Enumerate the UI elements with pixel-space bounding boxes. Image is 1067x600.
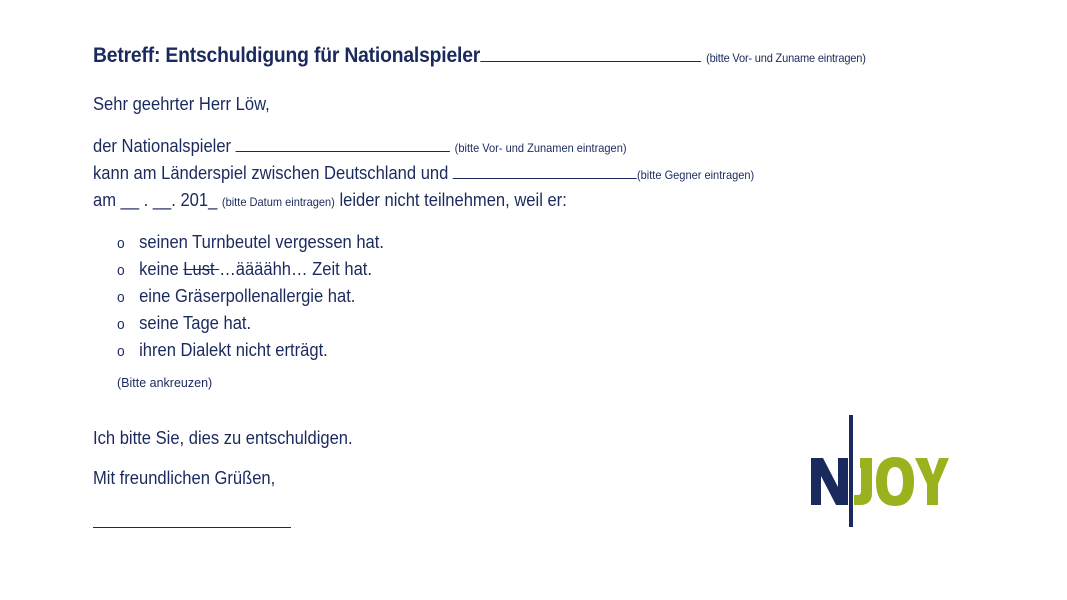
name-blank-subject[interactable] bbox=[480, 61, 701, 62]
option-4[interactable] bbox=[117, 311, 384, 338]
option-5[interactable] bbox=[117, 338, 384, 365]
checkbox-circle-icon[interactable]: o bbox=[117, 289, 125, 306]
closing-request: Ich bitte Sie, dies zu entschuldigen. bbox=[93, 428, 353, 448]
option-text: seine Tage hat. bbox=[139, 313, 252, 333]
njoy-logo-graphic bbox=[808, 413, 950, 530]
reason-options-list bbox=[117, 230, 407, 365]
player-hint: (bitte Vor- und Zunamen eintragen) bbox=[454, 141, 627, 155]
checkbox-circle-icon[interactable]: o bbox=[117, 343, 125, 360]
body-line-player bbox=[93, 136, 627, 157]
date-blank[interactable]: am __ . __. 201_ bbox=[93, 190, 218, 210]
opponent-label: kann am Länderspiel zwischen Deutschland und bbox=[93, 163, 449, 183]
checkbox-circle-icon[interactable]: o bbox=[117, 316, 125, 333]
opponent-blank[interactable] bbox=[453, 178, 637, 179]
subject-text: Betreff: Entschuldigung für Nationalspieler bbox=[93, 44, 481, 67]
option-text-after: …äääähh… Zeit hat. bbox=[219, 259, 373, 279]
option-3[interactable] bbox=[117, 284, 384, 311]
checkbox-circle-icon[interactable]: o bbox=[117, 262, 125, 279]
opponent-hint: (bitte Gegner eintragen) bbox=[636, 168, 755, 182]
subject-line bbox=[93, 44, 866, 68]
njoy-logo bbox=[808, 413, 950, 530]
player-name-blank[interactable] bbox=[236, 151, 450, 152]
signature-line[interactable] bbox=[93, 527, 291, 528]
salutation: Sehr geehrter Herr Löw, bbox=[93, 94, 270, 114]
closing-greeting: Mit freundlichen Grüßen, bbox=[93, 468, 276, 488]
body-line-date bbox=[93, 190, 567, 211]
option-text-struck: Lust bbox=[183, 259, 220, 279]
option-text: seinen Turnbeutel vergessen hat. bbox=[139, 232, 384, 252]
option-text-before: keine bbox=[139, 259, 184, 279]
option-text: eine Gräserpollenallergie hat. bbox=[139, 286, 356, 306]
subject-hint: (bitte Vor- und Zuname eintragen) bbox=[706, 51, 866, 65]
checkbox-circle-icon[interactable]: o bbox=[117, 235, 125, 252]
option-2[interactable] bbox=[117, 257, 384, 284]
player-label: der Nationalspieler bbox=[93, 136, 232, 156]
option-text: ihren Dialekt nicht erträgt. bbox=[139, 340, 328, 360]
body-line-opponent bbox=[93, 163, 754, 184]
option-1[interactable] bbox=[117, 230, 384, 257]
date-hint: (bitte Datum eintragen) bbox=[221, 195, 335, 209]
reason-intro: leider nicht teilnehmen, weil er: bbox=[339, 190, 567, 210]
options-note: (Bitte ankreuzen) bbox=[117, 376, 213, 390]
